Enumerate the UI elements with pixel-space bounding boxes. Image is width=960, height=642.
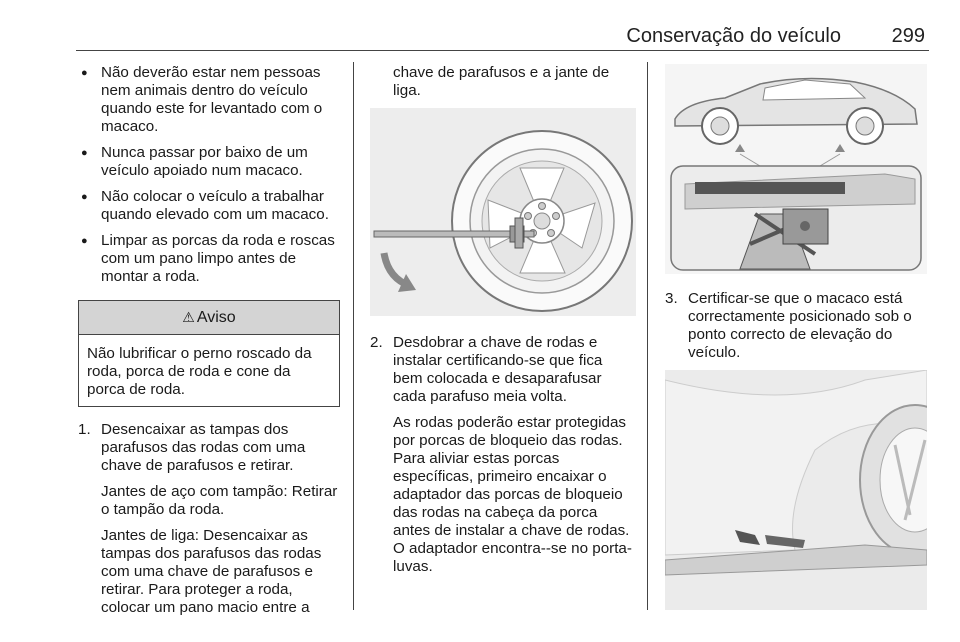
column-2 [370, 64, 636, 584]
step-alloy-wheels: Jantes de liga: Desencaixar as tampas dos parafusos das rodas com uma chave de parafusos e retirar. Para proteger a roda, colocar um pano macio entre a [101, 527, 322, 616]
page-header [76, 22, 929, 51]
safety-bullet-list [78, 64, 342, 286]
bullet-item: ● Não colocar o veículo a trabalhar quando elevado com um macaco. [78, 188, 342, 224]
column-divider [353, 62, 354, 610]
jack-position-figure [665, 64, 927, 274]
step-number: 3. [665, 290, 678, 307]
warning-box [78, 300, 340, 407]
step-text: Certificar-se que o macaco está correctamente posicionado sob o ponto correcto de elevação do veículo. [688, 290, 912, 361]
step-3 [665, 290, 927, 362]
continuation-text: chave de parafusos e a jante de liga. [393, 64, 610, 99]
wheel-wrench-illustration [370, 108, 636, 316]
wheel-wrench-figure [370, 108, 636, 316]
column-3 [665, 64, 927, 610]
step-1 [78, 421, 342, 617]
step-number: 1. [78, 421, 91, 438]
jack-position-illustration [665, 64, 927, 274]
page-number: 299 [891, 25, 925, 47]
step-2 [370, 334, 636, 576]
bullet-item: ● Não deverão estar nem pessoas nem animais dentro do veículo quando este for levantado com o macaco. [78, 64, 342, 136]
step-steel-wheels: Jantes de aço com tampão: Retirar o tampão da roda. [101, 483, 338, 518]
jacking-point-figure [665, 370, 927, 610]
step-note: As rodas poderão estar protegidas por porcas de bloqueio das rodas. Para aliviar estas porcas específicas, primeiro encaixar o adaptador das porcas de bloqueio das rodas na cabeça da porca antes de instalar a chave de rodas. O adaptador encontra--se no porta-luvas. [393, 414, 632, 575]
warning-title: Aviso [196, 309, 236, 326]
vehicle-jacking-point-photo [665, 370, 927, 610]
bullet-item: ● Limpar as porcas da roda e roscas com um pano limpo antes de montar a roda. [78, 232, 342, 286]
step-number: 2. [370, 334, 383, 351]
section-title: Conservação do veículo [626, 25, 841, 47]
bullet-item: ● Nunca passar por baixo de um veículo apoiado num macaco. [78, 144, 342, 180]
column-1 [78, 64, 342, 625]
step-text: Desdobrar a chave de rodas e instalar certificando-se que fica bem colocada e desaparafusar cada parafuso meia volta. [393, 334, 603, 405]
warning-header [79, 301, 339, 335]
column-divider [647, 62, 648, 610]
step-text: Desencaixar as tampas dos parafusos das rodas com uma chave de parafusos e retirar. [101, 421, 306, 474]
warning-text: Não lubrificar o perno roscado da roda, porca de roda e cone da porca de roda. [87, 345, 312, 398]
warning-triangle-icon: ⚠ [182, 309, 195, 325]
